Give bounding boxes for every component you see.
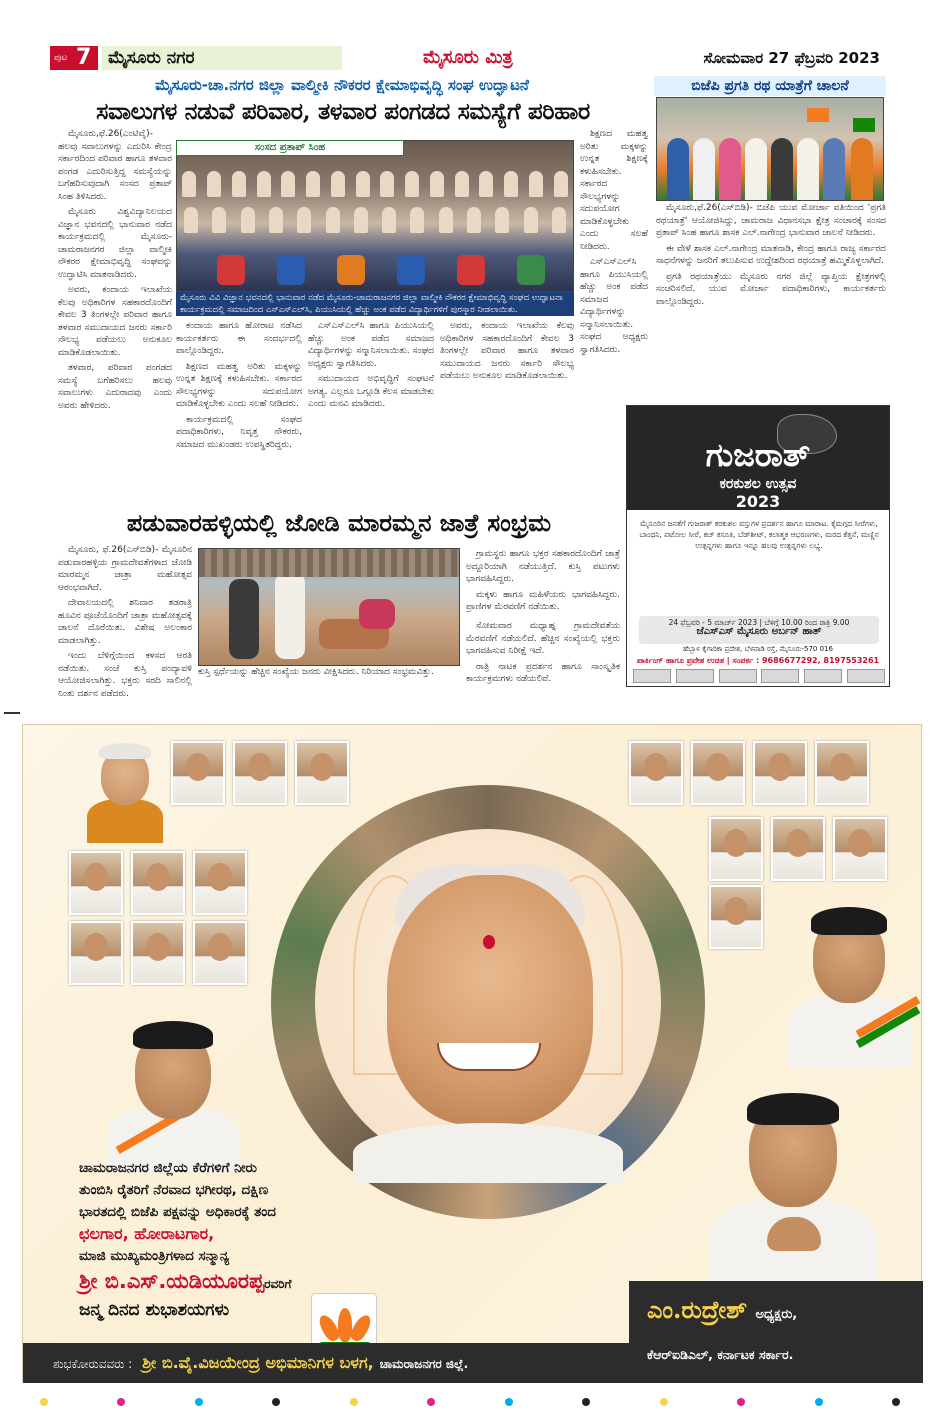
story1-caption: ಮೈಸೂರು ವಿವಿ ವಿಜ್ಞಾನ ಭವನದಲ್ಲಿ ಭಾನುವಾರ ನಡೆದ ಮೈಸೂರು-ಚಾಮರಾಜನಗರ ಜಿಲ್ಲಾ ವಾಲ್ಮೀಕಿ ನೌಕರರ ಕ್ಷೇಮಾಭಿವೃದ್ಧಿ ಸಂಘದ ಉದ್ಘಾಟನಾ ಕಾರ್ಯಕ್ರಮದಲ್ಲಿ ಸಮಾಜದಿಂದ ಎಸ್‌ಎಸ್‌ಎಲ್‌ಸಿ, ಪಿಯುಸಿಯಲ್ಲಿ ಹೆಚ್ಚು ಅಂಕ ಪಡೆದ ವಿದ್ಯಾರ್ಥಿಗಳಿಗೆ ಪುರಸ್ಕಾರ ನೀಡಲಾಯಿತು.	[176, 292, 574, 316]
print-registration-marks	[40, 1398, 900, 1408]
story2-headline: ಬಿಜೆಪಿ ಪ್ರಗತಿ ರಥ ಯಾತ್ರೆಗೆ ಚಾಲನೆ	[654, 76, 886, 96]
ad-address: ಹೆಬ್ಬಾಳ ಕೈಗಾರಿಕಾ ಪ್ರದೇಶ, ಬೆಳವಾಡಿ ರಸ್ತೆ, ಮೈಸೂರು-570 016	[683, 645, 833, 653]
leader-thumbnail	[815, 741, 869, 805]
sponsor-logo-icon	[761, 669, 799, 683]
footer-wishers	[53, 1343, 468, 1384]
story3-column-b	[466, 548, 620, 618]
sponsor-logo-icon	[804, 669, 842, 683]
school-bag	[397, 255, 425, 285]
leader-thumbnail	[131, 921, 185, 985]
leader-thumbnail	[833, 817, 887, 881]
birthday-wish: ಜನ್ಮ ದಿನದ ಶುಭಾಶಯಗಳು	[79, 1300, 230, 1320]
greeting-line: ಭಾರತದಲ್ಲಿ ಬಿಜೆಪಿ ಪಕ್ಷವನ್ನು ಅಧಿಕಾರಕ್ಕೆ ತಂದ	[79, 1204, 276, 1220]
leader-thumbnail	[69, 851, 123, 915]
paragraph: ಕಂದಾಯ ಹಾಗೂ ಹೋರಾಟ ನಡೆಸಿದ ಕಾರ್ಯಕರ್ತರು ಈ ಸಂದರ್ಭದಲ್ಲಿ ಪಾಲ್ಗೊಂಡಿದ್ದರು.	[176, 321, 302, 356]
paragraph: ಪ್ರಗತಿ ರಥಯಾತ್ರೆಯು ಮೈಸೂರು ನಗರ ಜಿಲ್ಲೆ ವ್ಯಾಪ್ತಿಯ ಕ್ಷೇತ್ರಗಳಲ್ಲಿ ಸಂಚರಿಸಲಿದೆ. ಯುವ ಮೋರ್ಚಾ ಪದಾಧಿಕಾರಿಗಳು, ಕಾರ್ಯಕರ್ತರು ಪಾಲ್ಗೊಂಡಿದ್ದರು.	[656, 271, 886, 307]
leader-thumbnail	[295, 741, 349, 805]
ad-banner	[627, 406, 889, 510]
school-bag	[517, 255, 545, 285]
story1-column-c	[308, 320, 434, 500]
page-number-badge	[50, 46, 98, 70]
margin-mark	[4, 712, 20, 714]
paragraph: ಮೈಸೂರು,ಫೆ.26(ಎಸ್‌ಬಿಡಿ)- ಬಿಜೆಪಿ ಯುವ ಮೋರ್ಚಾ ವತಿಯಿಂದ 'ಪ್ರಗತಿ ರಥಯಾತ್ರೆ' ಆಯೋಜಿಸಿದ್ದು, ಚಾಮರಾಜ ವಿಧಾನಸಭಾ ಕ್ಷೇತ್ರ ಸಂಚಾರಕ್ಕೆ ಸಂಸದ ಪ್ರತಾಪ್ ಸಿಂಹ ಹಾಗೂ ಶಾಸಕ ಎಲ್.ನಾಗೇಂದ್ರ ಭಾನುವಾರ ಚಾಲನೆ ನೀಡಿದರು.	[656, 203, 886, 238]
paragraph: ಸಮುದಾಯದ ಅಭಿವೃದ್ಧಿಗೆ ಸಂಘಟನೆ ಅಗತ್ಯ. ಎಲ್ಲರೂ ಒಗ್ಗೂಡಿ ಕೆಲಸ ಮಾಡಬೇಕು ಎಂದು ಮನವಿ ಮಾಡಿದರು.	[308, 374, 434, 409]
story3-headline: ಪಡುವಾರಹಳ್ಳಿಯಲ್ಲಿ ಜೋಡಿ ಮಾರಮ್ಮನ ಜಾತ್ರೆ ಸಂಭ್ರಮ	[126, 508, 552, 537]
greeting-line: ತುಂಬಿಸಿ ರೈತರಿಗೆ ನೆರವಾದ ಭಗೀರಥ, ದಕ್ಷಿಣ	[79, 1182, 269, 1198]
paragraph: ಮೈಸೂರು ವಿಶ್ವವಿದ್ಯಾನಿಲಯದ ವಿಜ್ಞಾನ ಭವನದಲ್ಲಿ ಭಾನುವಾರ ನಡೆದ ಕಾರ್ಯಕ್ರಮದಲ್ಲಿ ಮೈಸೂರು-ಚಾಮರಾಜನಗರ ಜಿಲ್ಲಾ ವಾಲ್ಮೀಕಿ ನೌಕರರ ಕ್ಷೇಮಾಭಿವೃದ್ಧಿ ಸಂಘವನ್ನು ಉದ್ಘಾಟಿಸಿ ಮಾತನಾಡಿದರು.	[58, 207, 172, 280]
story3-column-a	[58, 544, 192, 699]
school-bag	[457, 255, 485, 285]
ad-title: ಗುಜರಾತ್	[705, 436, 811, 474]
leader-thumbnail	[709, 817, 763, 881]
paragraph: ಇಂದು ಬೆಳಿಗ್ಗೆಯಿಂದ ಕಳಸದ ಆರತಿ ನಡೆಯಿತು. ಸಂಜೆ ಕುಸ್ತಿ ಪಂದ್ಯಾವಳಿ ಆಯೋಜಿಸಲಾಗಿತ್ತು. ಭಕ್ತರು ಸರದಿ ಸಾಲಿನಲ್ಲಿ ನಿಂತು ದರ್ಶನ ಪಡೆದರು.	[58, 651, 192, 699]
leader-portrait	[103, 1011, 243, 1171]
leader-thumbnail	[193, 851, 247, 915]
ad-year: 2023	[735, 492, 781, 511]
ad-schedule	[639, 616, 879, 644]
sponsor-portrait	[703, 1081, 883, 1291]
paragraph: ತಳವಾರ, ಪರಿವಾರ ಪಂಗಡದ ಸಮಸ್ಯೆ ಬಗೆಹರಿಸಲು ಹಲವು ಸವಾಲುಗಳು ಎದುರಾದವು ಎಂದು ಅವರು ಹೇಳಿದರು.	[58, 363, 172, 411]
story1-column-a	[58, 128, 172, 500]
paragraph: ಸೋಮವಾರ ಮಧ್ಯಾಹ್ನ ಗ್ರಾಮದೇವತೆಯ ಮೆರವಣಿಗೆ ನಡೆಯಲಿದೆ. ಹೆಚ್ಚಿನ ಸಂಖ್ಯೆಯಲ್ಲಿ ಭಕ್ತರು ಭಾಗವಹಿಸುವ ನಿರೀಕ್ಷೆ ಇದೆ.	[466, 621, 620, 656]
birthday-greeting-ad	[22, 724, 922, 1382]
ad-body: ಮೈಸೂರಿನ ಜನತೆಗೆ ಗುಜರಾತ್ ಕರಕುಶಲ ವಸ್ತುಗಳ ಪ್ರದರ್ಶನ ಹಾಗೂ ಮಾರಾಟ. ಕೈಮಗ್ಗದ ಸೀರೆಗಳು, ಬಾಂಧನಿ, ಪಟೋಲ ಸೀರೆ, ಕಚ್ ಕಸೂತಿ, ಬೆಡ್‌ಶೀಟ್, ಕಲಾತ್ಮಕ ಆಭರಣಗಳು, ಮರದ ಕೆತ್ತನೆ, ಮಣ್ಣಿನ ಉತ್ಪನ್ನಗಳು ಹಾಗೂ ಇನ್ನೂ ಹಲವು ಉತ್ಪನ್ನಗಳು ಲಭ್ಯ.	[639, 519, 879, 550]
leader-portrait	[83, 739, 167, 843]
honoree-name-text: ಶ್ರೀ ಬಿ.ಎಸ್.ಯಡಿಯೂರಪ್ಪ	[79, 1269, 265, 1293]
ad-dates: 24 ಫೆಬ್ರವರಿ - 5 ಮಾರ್ಚ್ 2023 | ಬೆಳಿಗ್ಗೆ 10.00 ರಿಂದ ರಾತ್ರಿ 9.00	[668, 618, 850, 627]
paragraph: ಮಕ್ಕಳು ಹಾಗೂ ಮಹಿಳೆಯರು ಭಾಗವಹಿಸಿದ್ದರು. ಪ್ರಾಣಿಗಳ ಮೆರವಣಿಗೆ ನಡೆಯಿತು.	[466, 589, 620, 612]
page-number: 7	[76, 45, 92, 70]
story1-byline: ಸಂಸದ ಪ್ರತಾಪ್ ಸಿಂಹ	[176, 140, 404, 156]
leader-portrait	[783, 895, 915, 1067]
tilak-mark	[483, 935, 495, 949]
story1-kicker: ಮೈಸೂರು-ಚಾ.ನಗರ ಜಿಲ್ಲಾ ವಾಲ್ಮೀಕಿ ನೌಕರರ ಕ್ಷೇಮಾಭಿವೃದ್ಧಿ ಸಂಘ ಉದ್ಘಾಟನೆ	[155, 76, 529, 94]
photo-crowd-back	[177, 171, 573, 201]
paragraph: ಗ್ರಾಮಸ್ಥರು ಹಾಗೂ ಭಕ್ತರ ಸಹಕಾರದೊಂದಿಗೆ ಜಾತ್ರೆ ಅದ್ದೂರಿಯಾಗಿ ನಡೆಯುತ್ತಿದೆ. ಕುಸ್ತಿ ಪಟುಗಳು ಭಾಗವಹಿಸಿದ್ದರು.	[466, 549, 620, 584]
paragraph: ಅವರು, ಕಂದಾಯ ಇಲಾಖೆಯ ಕೆಲವು ಅಧಿಕಾರಿಗಳ ಸಹಕಾರದೊಂದಿಗೆ ಕೇವಲ 3 ತಿಂಗಳಲ್ಲೇ ಪರಿವಾರ ಹಾಗೂ ತಳವಾರ ಸಮುದಾಯದ ಜನರು ಸರ್ಕಾರಿ ಸೌಲಭ್ಯ ಪಡೆಯಲು ಅನುಕೂಲ ಮಾಡಿಕೊಡಲಾಯಿತು.	[440, 321, 574, 381]
photo-person	[275, 573, 305, 659]
paragraph: ಈ ವೇಳೆ ಶಾಸಕ ಎಲ್.ನಾಗೇಂದ್ರ ಮಾತನಾಡಿ, ಕೇಂದ್ರ ಹಾಗೂ ರಾಜ್ಯ ಸರ್ಕಾರದ ಸಾಧನೆಗಳನ್ನು ಜನರಿಗೆ ತಲುಪಿಸುವ ಉದ್ದೇಶದಿಂದ ರಥಯಾತ್ರೆ ಹಮ್ಮಿಕೊಳ್ಳಲಾಗಿದೆ.	[656, 243, 886, 266]
ad-venue: ಜೆಎಸ್‌ಎಸ್ ಮೈಸೂರು ಅರ್ಬನ್ ಹಾತ್	[696, 626, 822, 637]
school-bag	[277, 255, 305, 285]
photo-crowd	[199, 549, 459, 577]
paragraph: ಮೈಸೂರು, ಫೆ.26(ಎಸ್‌ಬಿಡಿ)- ಮೈಸೂರಿನ ಪಡುವಾರಹಳ್ಳಿಯ ಗ್ರಾಮದೇವತೆಗಳಾದ ಜೋಡಿ ಮಾರಮ್ಮನ ಜಾತ್ರಾ ಮಹೋತ್ಸವ ಆರಂಭವಾಗಿದೆ.	[58, 545, 192, 593]
school-bag	[217, 255, 245, 285]
story2-photo	[656, 97, 884, 201]
story1-column-d	[440, 320, 574, 500]
paragraph: ಅವರು, ಕಂದಾಯ ಇಲಾಖೆಯ ಕೆಲವು ಅಧಿಕಾರಿಗಳ ಸಹಕಾರದೊಂದಿಗೆ ಕೇವಲ 3 ತಿಂಗಳಲ್ಲೇ ಪರಿವಾರ ಹಾಗೂ ತಳವಾರ ಸಮುದಾಯದ ಜನರು ಸರ್ಕಾರಿ ಸೌಲಭ್ಯ ಪಡೆಯಲು ಅನುಕೂಲ ಮಾಡಿಕೊಡಲಾಯಿತು.	[58, 285, 172, 358]
paragraph: ಕಾರ್ಯಕ್ರಮದಲ್ಲಿ ಸಂಘದ ಪದಾಧಿಕಾರಿಗಳು, ನಿವೃತ್ತ ನೌಕರರು, ಸಮಾಜದ ಮುಖಂಡರು ಉಪಸ್ಥಿತರಿದ್ದರು.	[176, 414, 302, 450]
school-bag	[337, 255, 365, 285]
sponsor-logo-icon	[676, 669, 714, 683]
photo-person	[771, 138, 793, 200]
page-label: ಪುಟ	[54, 53, 68, 63]
newspaper-logo: ಮೈಸೂರು ಮಿತ್ರ	[423, 47, 513, 68]
sponsor-logos	[633, 669, 885, 685]
issue-date: ಸೋಮವಾರ 27 ಫೆಬ್ರವರಿ 2023	[703, 49, 880, 67]
party-flag	[853, 118, 875, 132]
sponsor-name	[647, 1295, 797, 1324]
photo-person	[823, 138, 845, 200]
leader-thumbnail	[193, 921, 247, 985]
leader-thumbnail	[131, 851, 185, 915]
photo-person	[693, 138, 715, 200]
paragraph: ಎಸ್‌ಎಸ್‌ಎಲ್‌ಸಿ ಹಾಗೂ ಪಿಯುಸಿಯಲ್ಲಿ ಹೆಚ್ಚು ಅಂಕ ಪಡೆದ ಸಮಾಜದ ವಿದ್ಯಾರ್ಥಿಗಳನ್ನು ಸನ್ಮಾನಿಸಲಾಯಿತು. ಸಂಘದ ಅಧ್ಯಕ್ಷರು ಸ್ವಾಗತಿಸಿದರು.	[580, 257, 648, 355]
photo-person	[745, 138, 767, 200]
leader-thumbnail	[753, 741, 807, 805]
sponsor-logo-icon	[633, 669, 671, 683]
photo-person	[667, 138, 689, 200]
section-name: ಮೈಸೂರು ನಗರ	[102, 46, 342, 70]
paragraph: ರಾತ್ರಿ ನಾಟಕ ಪ್ರದರ್ಶನ ಹಾಗೂ ಸಾಂಸ್ಕೃತಿಕ ಕಾರ್ಯಕ್ರಮಗಳು ನಡೆಯಲಿವೆ.	[466, 661, 620, 684]
story2-body	[656, 202, 886, 398]
paragraph: ಶಿಕ್ಷಣದ ಮಹತ್ವ ಅರಿತು ಮಕ್ಕಳನ್ನು ಉನ್ನತ ಶಿಕ್ಷಣಕ್ಕೆ ಕಳುಹಿಸಬೇಕು. ಸರ್ಕಾರದ ಸೌಲಭ್ಯಗಳನ್ನು ಸದುಪಯೋಗ ಮಾಡಿಕೊಳ್ಳಬೇಕು ಎಂದು ಸಲಹೆ ನೀಡಿದರು.	[580, 129, 648, 252]
gujarat-crafts-ad	[626, 405, 890, 687]
leader-thumbnail	[709, 885, 763, 949]
photo-person	[797, 138, 819, 200]
leader-thumbnail	[771, 817, 825, 881]
leader-thumbnail	[171, 741, 225, 805]
photo-crowd-middle	[177, 207, 573, 237]
leader-thumbnail	[629, 741, 683, 805]
greeting-line: ಚಾಮರಾಜನಗರ ಜಿಲ್ಲೆಯ ಕೆರೆಗಳಿಗೆ ನೀರು	[79, 1160, 257, 1176]
greeting-line: ಮಾಜಿ ಮುಖ್ಯಮಂತ್ರಿಗಳಾದ ಸನ್ಮಾನ್ಯ	[79, 1248, 230, 1264]
honoree-portrait	[387, 875, 593, 1125]
story1-column-b	[176, 320, 302, 500]
sponsor-logo-icon	[847, 669, 885, 683]
photo-person	[229, 579, 259, 659]
portrait-shoulder	[353, 1123, 623, 1183]
ad-parking-contact: ಪಾರ್ಕಿಂಗ್ ಹಾಗೂ ಪ್ರವೇಶ ಉಚಿತ | ಸಂಪರ್ಕ : 9686677292, 8197553261	[636, 656, 880, 665]
leader-thumbnail	[691, 741, 745, 805]
footer-org: ಶ್ರೀ ಬಿ.ವೈ.ವಿಜಯೇಂದ್ರ ಅಭಿಮಾನಿಗಳ ಬಳಗ,	[142, 1353, 374, 1372]
leader-thumbnail	[69, 921, 123, 985]
masthead	[50, 46, 880, 70]
ad-subtitle: ಕರಕುಶಲ ಉತ್ಸವ	[719, 476, 797, 492]
paragraph: ದೇವಾಲಯದಲ್ಲಿ ಶನಿವಾರ ತಡರಾತ್ರಿ ಹೂವಿನ ಪೂಜೆಯೊಂದಿಗೆ ಜಾತ್ರಾ ಮಹೋತ್ಸವಕ್ಕೆ ಚಾಲನೆ ದೊರೆಯಿತು. ವಿಶೇಷ ಅಲಂಕಾರ ಮಾಡಲಾಗಿತ್ತು.	[58, 598, 192, 646]
portrait-smile	[437, 1043, 541, 1071]
footer-place: ಚಾಮರಾಜನಗರ ಜಿಲ್ಲೆ.	[379, 1357, 469, 1371]
sponsor-role: ಅಧ್ಯಕ್ಷರು,	[755, 1307, 798, 1322]
sponsor-name-text: ಎಂ.ರುದ್ರೇಶ್	[647, 1295, 748, 1324]
sponsor-box	[629, 1281, 923, 1383]
story3-column-c	[466, 620, 620, 690]
sponsor-logo-icon	[719, 669, 757, 683]
sponsor-org: ಕೆಆರ್‌ಐಡಿಎಲ್, ಕರ್ನಾಟಕ ಸರ್ಕಾರ.	[647, 1347, 794, 1362]
paragraph: ಮೈಸೂರು,ಫೆ.26(ಎಂಟಿವೈ)- ಹಲವು ಸವಾಲುಗಳನ್ನು ಎದುರಿಸಿ ಕೇಂದ್ರ ಸರ್ಕಾರದಿಂದ ಪರಿವಾರ ಹಾಗೂ ತಳವಾರ ಪಂಗಡ ಎದುರಿಸುತ್ತಿದ್ದ ಸಮಸ್ಯೆಯನ್ನು ಬಗೆಹರಿಸುವುದಾಗಿ ಸಂಸದ ಪ್ರತಾಪ್ ಸಿಂಹ ತಿಳಿಸಿದರು.	[58, 129, 172, 202]
photo-person	[851, 138, 873, 200]
story1-headline: ಸವಾಲುಗಳ ನಡುವೆ ಪರಿವಾರ, ತಳವಾರ ಪಂಗಡದ ಸಮಸ್ಯೆಗೆ ಪರಿಹಾರ	[96, 98, 590, 125]
leader-thumbnail	[233, 741, 287, 805]
story3-caption: ಕುಸ್ತಿ ಸ್ಪರ್ಧೆಯನ್ನು ಹೆಚ್ಚಿನ ಸಂಖ್ಯೆಯ ಜನರು ವೀಕ್ಷಿಸಿದರು. ನಿರಿಯಾದ ಸಂಭ್ರಮವಿತ್ತು.	[198, 667, 434, 677]
photo-wrestler	[359, 599, 395, 629]
story1-photo	[176, 140, 574, 292]
greeting-line: ಛಲಗಾರ, ಹೋರಾಟಗಾರ,	[79, 1224, 215, 1243]
honoree-suffix: ರವರಿಗೆ	[264, 1277, 292, 1291]
story3-wrestling-photo	[198, 548, 460, 666]
paragraph: ಎಸ್‌ಎಸ್‌ಎಲ್‌ಸಿ ಹಾಗೂ ಪಿಯುಸಿಯಲ್ಲಿ ಹೆಚ್ಚು ಅಂಕ ಪಡೆದ ಸಮಾಜದ ವಿದ್ಯಾರ್ಥಿಗಳನ್ನು ಸನ್ಮಾನಿಸಲಾಯಿತು. ಸಂಘದ ಅಧ್ಯಕ್ಷರು ಸ್ವಾಗತಿಸಿದರು.	[308, 321, 434, 369]
paragraph: ಶಿಕ್ಷಣದ ಮಹತ್ವ ಅರಿತು ಮಕ್ಕಳನ್ನು ಉನ್ನತ ಶಿಕ್ಷಣಕ್ಕೆ ಕಳುಹಿಸಬೇಕು. ಸರ್ಕಾರದ ಸೌಲಭ್ಯಗಳನ್ನು ಸದುಪಯೋಗ ಮಾಡಿಕೊಳ್ಳಬೇಕು ಎಂದು ಸಲಹೆ ನೀಡಿದರು.	[176, 361, 302, 409]
footer-label: ಶುಭಕೋರುವವರು :	[53, 1357, 133, 1371]
party-flag	[807, 108, 829, 122]
photo-person	[719, 138, 741, 200]
